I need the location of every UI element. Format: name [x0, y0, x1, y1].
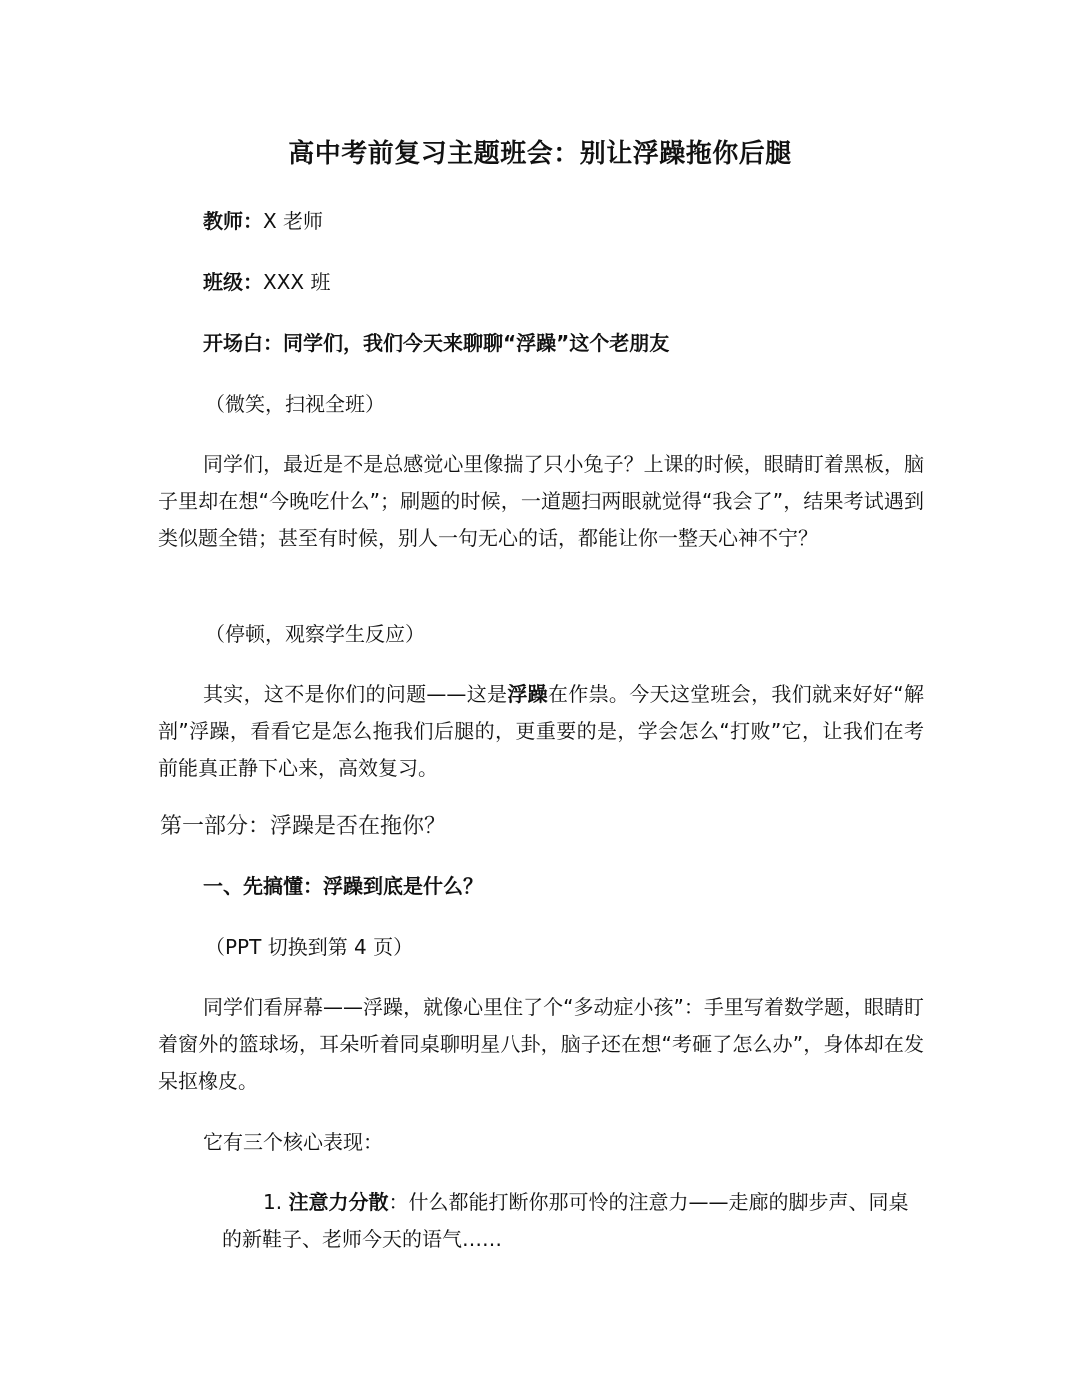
paragraph-definition: 同学们看屏幕——浮躁，就像心里住了个“多动症小孩”：手里写着数学题，眼睛盯着窗外的篮球场，耳朵听着同桌聊明星八卦，脑子还在想“考砸了怎么办”，身体却在发呆抠橡皮。 [158, 995, 924, 1093]
paragraph-root-cause [158, 676, 924, 787]
teacher-line [203, 206, 323, 236]
list-item-term: 注意力分散 [288, 1190, 389, 1214]
class-line [203, 267, 330, 297]
teacher-label: 教师： [203, 209, 263, 233]
list-item-number: 1. [263, 1190, 283, 1214]
document-title: 高中考前复习主题班会：别让浮躁拖你后腿 [288, 139, 792, 169]
class-value: XXX 班 [263, 270, 331, 294]
opening-line: 开场白：同学们，我们今天来聊聊“浮躁”这个老朋友 [203, 331, 670, 355]
paragraph-root-cause-before: 其实，这不是你们的问题——这是 [203, 682, 508, 706]
paragraph-root-cause-keyword: 浮躁 [507, 682, 548, 706]
stage-direction-smile: （微笑，扫视全班） [205, 392, 385, 416]
subheading-what-is-restlessness: 一、先搞懂：浮躁到底是什么？ [203, 874, 483, 898]
list-item-text: ：什么都能打断你那可怜的注意力——走廊的脚步声、同桌的新鞋子、老师今天的语气…… [222, 1190, 909, 1251]
stage-direction-ppt: （PPT 切换到第 4 页） [205, 935, 414, 959]
class-label: 班级： [203, 270, 263, 294]
paragraph-intro: 同学们，最近是不是总感觉心里像揣了只小兔子？上课的时候，眼睛盯着黑板，脑子里却在想“今晚吃什么”；刷题的时候，一道题扫两眼就觉得“我会了”，结果考试遇到类似题全错；甚至有时候，别人一句无心的话，都能让你一整天心神不宁？ [158, 452, 924, 550]
paragraph-root-cause-after: 在作祟。今天这堂班会，我们就来好好“解剖”浮躁，看看它是怎么拖我们后腿的，更重要的是，学会怎么“打败”它，让我们在考前能真正静下心来，高效复习。 [158, 682, 924, 780]
teacher-value: X 老师 [263, 209, 324, 233]
paragraph-core-signs: 它有三个核心表现： [203, 1130, 383, 1154]
section-heading-part-one: 第一部分：浮躁是否在拖你？ [160, 814, 447, 839]
stage-direction-pause: （停顿，观察学生反应） [205, 622, 425, 646]
list-item [222, 1184, 922, 1258]
